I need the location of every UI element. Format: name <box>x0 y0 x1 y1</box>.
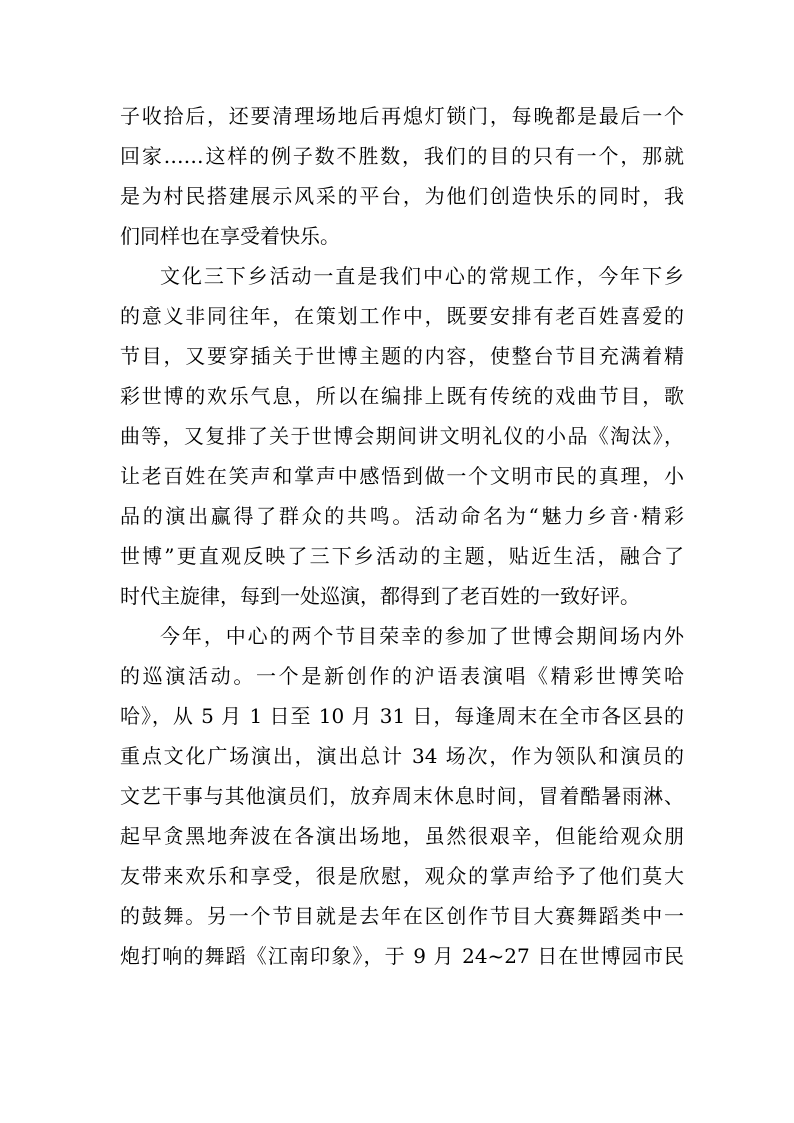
text-line: 是为村民搭建展示风采的平台，为他们创造快乐的同时，我 <box>120 184 684 208</box>
text-line: 让老百姓在笑声和掌声中感悟到做一个文明市民的真理，小 <box>120 464 684 488</box>
text-line: 炮打响的舞蹈《江南印象》，于 9 月 24~27 日在世博园市民 <box>120 944 684 968</box>
body-text <box>120 96 684 976</box>
text-line: 文艺干事与其他演员们，放弃周末休息时间，冒着酷暑雨淋、 <box>120 784 684 808</box>
text-line: 时代主旋律，每到一处巡演，都得到了老百姓的一致好评。 <box>120 584 640 608</box>
text-line: 回家……这样的例子数不胜数，我们的目的只有一个，那就 <box>120 144 684 168</box>
text-line: 哈》，从 5 月 1 日至 10 月 31 日，每逢周末在全市各区县的 <box>120 704 684 728</box>
text-line: 重点文化广场演出，演出总计 34 场次，作为领队和演员的 <box>120 744 684 768</box>
text-line: 的巡演活动。一个是新创作的沪语表演唱《精彩世博笑哈 <box>120 664 684 688</box>
text-line: 今年，中心的两个节目荣幸的参加了世博会期间场内外 <box>160 624 684 648</box>
text-line: 彩世博的欢乐气息，所以在编排上既有传统的戏曲节目，歌 <box>120 384 684 408</box>
text-line: 品的演出赢得了群众的共鸣。活动命名为“魅力乡音·精彩 <box>120 504 684 528</box>
text-line: 友带来欢乐和享受，很是欣慰，观众的掌声给予了他们莫大 <box>120 864 684 888</box>
text-line: 世博”更直观反映了三下乡活动的主题，贴近生活，融合了 <box>120 544 684 568</box>
text-line: 的意义非同往年，在策划工作中，既要安排有老百姓喜爱的 <box>120 304 684 328</box>
text-line: 子收拾后，还要清理场地后再熄灯锁门，每晚都是最后一个 <box>120 104 684 128</box>
text-line: 曲等，又复排了关于世博会期间讲文明礼仪的小品《淘汰》， <box>120 424 684 448</box>
text-line: 文化三下乡活动一直是我们中心的常规工作，今年下乡 <box>160 264 684 288</box>
text-line: 节目，又要穿插关于世博主题的内容，使整台节目充满着精 <box>120 344 684 368</box>
text-line: 起早贪黑地奔波在各演出场地，虽然很艰辛，但能给观众朋 <box>120 824 684 848</box>
text-line: 们同样也在享受着快乐。 <box>120 224 340 248</box>
text-line: 的鼓舞。另一个节目就是去年在区创作节目大赛舞蹈类中一 <box>120 904 684 928</box>
